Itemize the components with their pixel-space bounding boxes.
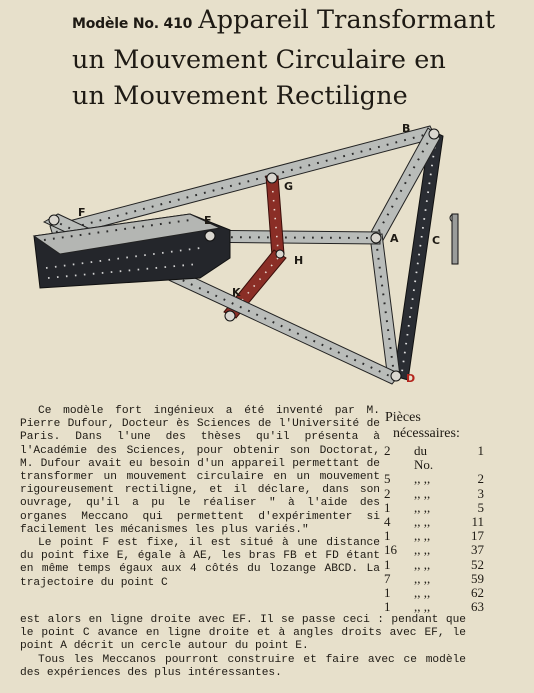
part-quantity: 1 bbox=[384, 499, 391, 515]
part-ditto: ,, ,, bbox=[414, 485, 431, 501]
part-number: 2 bbox=[477, 471, 484, 487]
parts-row bbox=[384, 572, 484, 586]
title-line-1 bbox=[72, 2, 532, 42]
description-paragraph-1: Ce modèle fort ingénieux a été inventé par M. Pierre Dufour, Docteur ès Sciences de l'Université de Paris. Dans l'une des thèses qu'il présenta à l'Académie des Sciences, pour obtenir son Doctorat, M. Dufour avait eu besoin d'un appareil permettant de transformer un mouvement circulaire en un mouvement rigoureusement rectiligne, et il déclare, dans son ouvrage, qu'il a pu le réaliser " à l'aide des organes Meccano qui permettent d'expérimenter si facilement les mécanismes les plus variés." bbox=[20, 405, 380, 536]
part-number: 37 bbox=[471, 542, 484, 558]
part-number: 59 bbox=[471, 570, 484, 586]
label-b: B bbox=[402, 122, 411, 135]
part-ditto: ,, ,, bbox=[414, 499, 431, 515]
title-text-1: Appareil Transformant bbox=[198, 5, 496, 35]
label-e: E bbox=[204, 214, 212, 227]
part-number: 63 bbox=[471, 599, 484, 615]
label-h: H bbox=[294, 254, 304, 267]
model-number: Modèle No. 410 bbox=[72, 16, 193, 32]
part-quantity: 1 bbox=[384, 599, 391, 615]
part-quantity: 2 bbox=[384, 485, 391, 501]
part-ditto: ,, ,, bbox=[414, 471, 431, 487]
parts-row bbox=[384, 501, 484, 515]
part-ditto: ,, ,, bbox=[414, 570, 431, 586]
label-a: A bbox=[390, 232, 399, 245]
label-k: K bbox=[232, 286, 241, 299]
part-ditto: ,, ,, bbox=[414, 528, 431, 544]
parts-table bbox=[384, 444, 484, 614]
part-ditto: ,, ,, bbox=[414, 556, 431, 572]
title-line-3: un Mouvement Rectiligne bbox=[72, 81, 408, 111]
part-ditto: ,, ,, bbox=[414, 585, 431, 601]
label-d: D bbox=[406, 372, 416, 385]
label-f: F bbox=[78, 206, 86, 219]
parts-row bbox=[384, 472, 484, 486]
parts-row bbox=[384, 529, 484, 543]
parts-row bbox=[384, 543, 484, 557]
label-g: G bbox=[284, 180, 294, 193]
part-ditto: ,, ,, bbox=[414, 514, 431, 530]
part-number: 11 bbox=[471, 514, 484, 530]
parts-row bbox=[384, 586, 484, 600]
title-block bbox=[72, 2, 532, 114]
description-continuation bbox=[20, 614, 466, 680]
part-number: 3 bbox=[477, 485, 484, 501]
part-ditto: du No. bbox=[414, 443, 434, 473]
part-number: 52 bbox=[471, 556, 484, 572]
parts-row bbox=[384, 558, 484, 572]
title-line-2: un Mouvement Circulaire en bbox=[72, 45, 446, 75]
part-quantity: 4 bbox=[384, 514, 391, 530]
parts-heading-line-1: Pièces bbox=[385, 410, 421, 425]
part-number: 1 bbox=[477, 443, 484, 458]
part-number: 5 bbox=[477, 499, 484, 515]
parts-row bbox=[384, 487, 484, 501]
parts-row bbox=[384, 444, 484, 472]
description-paragraph-3: Tous les Meccanos pourront construire et faire avec ce modèle des expériences des plus intéressantes. bbox=[20, 653, 466, 679]
label-c: C bbox=[432, 234, 441, 247]
part-number: 62 bbox=[471, 585, 484, 601]
part-quantity: 5 bbox=[384, 471, 391, 487]
mechanism-diagram bbox=[30, 118, 470, 390]
part-quantity: 2 bbox=[384, 443, 391, 458]
strip-ad bbox=[370, 234, 400, 380]
part-quantity: 1 bbox=[384, 528, 391, 544]
handle-c bbox=[452, 214, 458, 264]
part-ditto: ,, ,, bbox=[414, 542, 431, 558]
parts-row bbox=[384, 515, 484, 529]
parts-heading-line-2: nécessaires: bbox=[393, 426, 460, 441]
part-quantity: 1 bbox=[384, 585, 391, 601]
description-paragraph-2-tail: est alors en ligne droite avec EF. Il se passe ceci : pendant que le point C avance en ligne droite et à angles droits avec EF, le point A décrit un cercle autour du point E. bbox=[20, 614, 466, 653]
parts-row bbox=[384, 600, 484, 614]
description-paragraph-2: Le point F est fixe, il est situé à une distance du point fixe E, égale à AE, les bras FB et FD étant en même temps égaux aux 4 côtés du lozange ABCD. La trajectoire du point C bbox=[20, 537, 380, 589]
part-number: 17 bbox=[471, 528, 484, 544]
part-quantity: 1 bbox=[384, 556, 391, 572]
description-text bbox=[20, 405, 380, 590]
part-quantity: 7 bbox=[384, 570, 391, 586]
part-ditto: ,, ,, bbox=[414, 599, 431, 615]
parts-heading bbox=[385, 410, 475, 442]
part-quantity: 16 bbox=[384, 542, 397, 558]
